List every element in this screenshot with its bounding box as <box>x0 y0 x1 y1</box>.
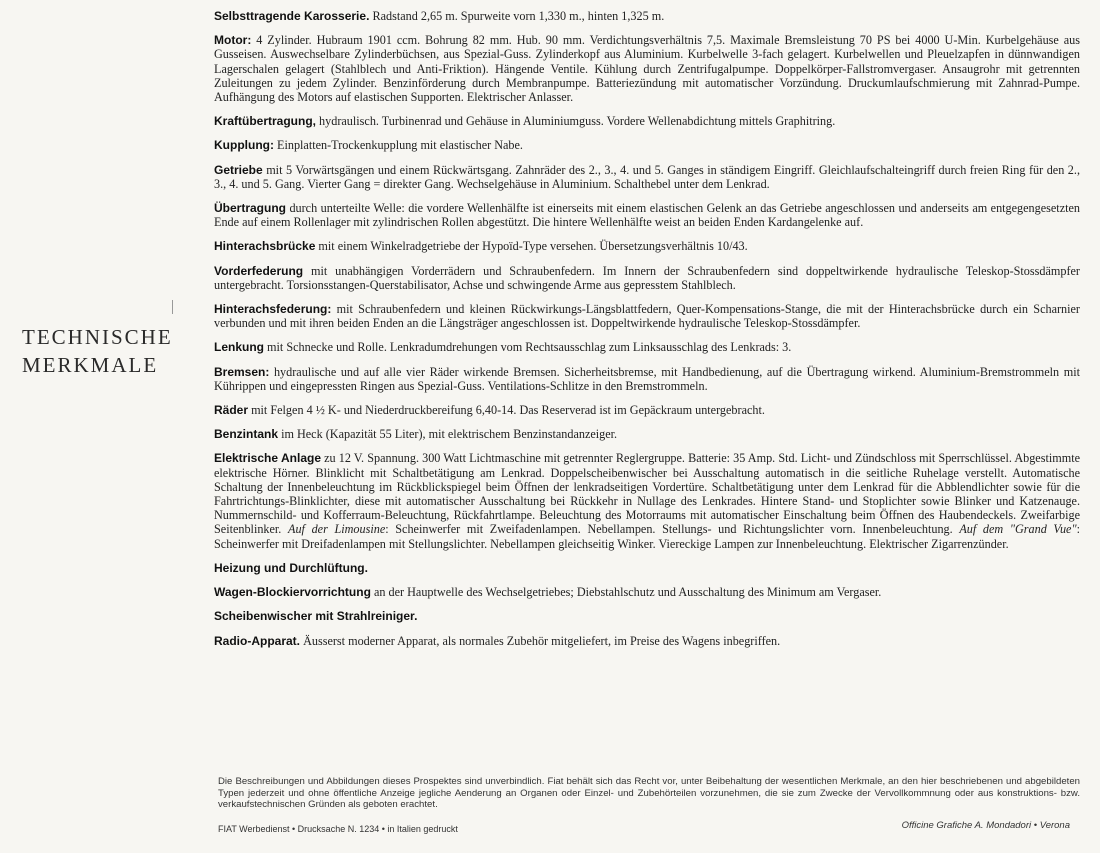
spec-elektrische-anlage: Elektrische Anlage zu 12 V. Spannung. 300 Watt Lichtmaschine mit getrennter Reglergruppe. Batterie: 35 Amp. Std. Licht- und Zündschloss mit Sperrschlüssel. Abgestimmte elektrische Hörner. Blinklicht mit Schaltbetätigung am Lenkrad. Doppelscheibenwischer bei Ausschaltung automatisch in die seitliche Ruhelage verstellt. Automatische Schaltung der Innenbeleuchtung im Rückblickspiegel beim Öffnen der lenkradseitigen Vordertüre. Schaltbetätigung unter dem Lenkrad für die Abblendlichter sowie für die Fahrtrichtungs-Blinklichter, diese mit automatischer Ausschaltung bei Rückkehr in Nullage des Lenkrades. Hintere Stand- und Stoplichter sowie Blinker und Katzenauge. Nummernschild- und Kofferraum-Beleuchtung, Rückfahrtlampe. Beleuchtung des Motorraums mit automatischer Einschaltung beim Öffnen des Haubendeckels. Zweifarbige Seitenblinker. Auf der Limousine: Scheinwerfer mit Zweifadenlampen. Nebellampen. Stellungs- und Richtungslichter vorn. Innenbeleuchtung. Auf dem "Grand Vue": Scheinwerfer mit Dreifadenlampen mit Stellungslichter. Nebellampen gleichseitig Winker. Viereckige Lampen zur Innenbeleuchtung. Elektrischer Zigarrenzünder. <box>214 451 1080 551</box>
spec-blockiervorrichtung: Wagen-Blockiervorrichtung an der Hauptwelle des Wechselgetriebes; Diebstahlschutz und Ausschaltung des Minimum am Vergaser. <box>214 585 882 600</box>
spec-vorderfederung: Vorderfederung mit unabhängigen Vorderrädern und Schraubenfedern. Im Innern der Schraubenfedern sind doppeltwirkende hydraulische Teleskop-Stossdämpfer untergebracht. Torsionsstangen-Querstabilisator, Achse und schwingende Arme aus gepresstem Stahlblech. <box>214 263 1080 292</box>
side-title <box>22 323 192 379</box>
print-notice: FIAT Werbedienst • Drucksache N. 1234 • in Italien gedruckt <box>218 824 458 834</box>
spec-motor: Motor: 4 Zylinder. Hubraum 1901 ccm. Bohrung 82 mm. Hub. 90 mm. Verdichtungsverhältnis 7,5. Maximale Bremsleistung 70 PS bei 4000 U-Min. Kurbelgehäuse aus Gusseisen. Auswechselbare Zylinderbüchsen, aus Spezial-Guss. Zylinderkopf aus Aluminium. Kurbelwelle 3-fach gelagert. Kurbelwellen und Pleuelzapfen in dünnwandigen Lagerschalen gelagert (Stahlblech und Anti-Friktion). Hängende Ventile. Kühlung durch Zentrifugalpumpe. Doppelkörper-Fallstromvergaser. Ansaugrohr mit getrennten Zuleitungen zu jedem Zylinder. Benzinförderung durch Membranpumpe. Batteriezündung mit automatischer Vorzündung. Druckumlaufschmierung mit Zahnrad-Pumpe. Aufhängung des Motors auf elastischen Supporten. Elektrischer Anlasser. <box>214 33 1080 105</box>
margin-rule <box>172 300 173 314</box>
spec-karosserie: Selbsttragende Karosserie. Radstand 2,65 m. Spurweite vorn 1,330 m., hinten 1,325 m. <box>214 9 665 23</box>
spec-heizung: Heizung und Durchlüftung. <box>214 560 368 575</box>
side-title-line1: TECHNISCHE <box>22 325 173 349</box>
printer-credit: Officine Grafiche A. Mondadori • Verona <box>901 820 1070 831</box>
spec-radio: Radio-Apparat. Äusserst moderner Apparat, als normales Zubehör mitgeliefert, im Preise des Wagens inbegriffen. <box>214 633 781 648</box>
spec-benzintank: Benzintank im Heck (Kapazität 55 Liter), mit elektrischem Benzinstandanzeiger. <box>214 427 618 442</box>
spec-uebertragung: Übertragung durch unterteilte Welle: die vordere Wellenhälfte ist einerseits mit einem elastischen Gelenk an das Getriebe angeschlossen und anderseits am entgegengesetzten Ende auf einem Rollenlager mit zylindrischen Rollen abgestützt. Die hintere Wellenhälfte weist an beiden Enden Kardangelenke auf. <box>214 201 1080 230</box>
spec-kraftuebertragung: Kraftübertragung, hydraulisch. Turbinenrad und Gehäuse in Aluminiumguss. Vordere Wellenabdichtung mittels Graphitring. <box>214 114 836 129</box>
spec-lenkung: Lenkung mit Schnecke und Rolle. Lenkradumdrehungen vom Rechtsausschlag zum Linksausschlag des Lenkrads: 3. <box>214 340 792 355</box>
spec-hinterachsfederung: Hinterachsfederung: mit Schraubenfedern und kleinen Rückwirkungs-Längsblattfedern, Quer-Kompensations-Stange, die mit der Hinterachsbrücke durch ein Scharnier verbunden und mit ihren beiden Enden an die Längsträger angeschlossen ist. Doppeltwirkende hydraulische Teleskop-Stossdämpfer. <box>214 302 1080 331</box>
spec-raeder: Räder mit Felgen 4 ½ K- und Niederdruckbereifung 6,40-14. Das Reserverad ist im Gepäckraum untergebracht. <box>214 403 765 418</box>
side-title-line2: MERKMALE <box>22 353 159 377</box>
disclaimer: Die Beschreibungen und Abbildungen dieses Prospektes sind unverbindlich. Fiat behält sich das Recht vor, unter Beibehaltung der wesentlichen Merkmale, an den hier beschriebenen und abgebildeten Typen jederzeit und ohne öffentliche Anzeige jegliche Aenderung an Organen oder Einzel- und Zubehörteilen vorzunehmen, die sie zum Zwecke der Vervollkommnung oder aus konstruktions- bzw. verkaufstechnischen Gründen als geboten erachtet. <box>218 776 1080 810</box>
spec-kupplung: Kupplung: Einplatten-Trockenkupplung mit elastischer Nabe. <box>214 138 523 153</box>
spec-bremsen: Bremsen: hydraulische und auf alle vier Räder wirkende Bremsen. Sicherheitsbremse, mit Handbedienung, auf die Übertragung wirkend. Aluminium-Bremstrommeln mit Kührippen und eingepressten Ringen aus Spezial-Guss. Ventilations-Schlitze in den Bremstrommeln. <box>214 364 1080 393</box>
spec-getriebe: Getriebe mit 5 Vorwärtsgängen und einem Rückwärtsgang. Zahnräder des 2., 3., 4. und 5. Ganges in ständigem Eingriff. Gleichlaufschalteingriff durch freien Ring für den 2., 3., 4. und 5. Gang. Vierter Gang = direkter Gang. Wechselgehäuse in Aluminium. Schalthebel unter dem Lenkrad. <box>214 162 1080 191</box>
specs-content <box>214 9 1080 658</box>
spec-scheibenwischer: Scheibenwischer mit Strahlreiniger. <box>214 609 418 624</box>
spec-hinterachsbruecke: Hinterachsbrücke mit einem Winkelradgetriebe der Hypoïd-Type versehen. Übersetzungsverhältnis 10/43. <box>214 239 748 254</box>
